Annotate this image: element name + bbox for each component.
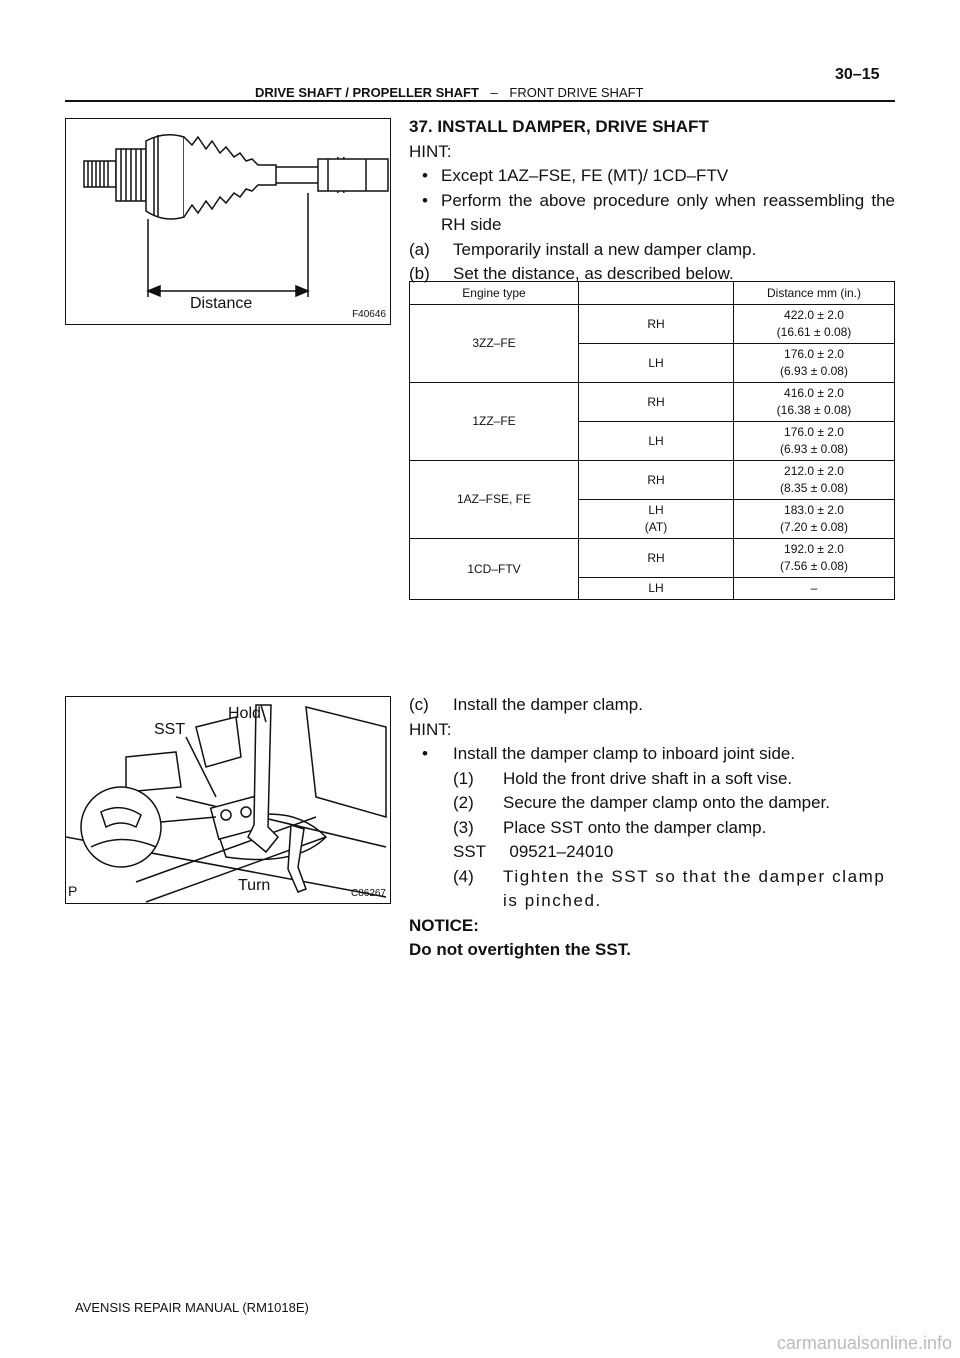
- distance-cell: [734, 422, 895, 461]
- step-mark: (2): [453, 793, 474, 812]
- drive-shaft-illustration: [66, 119, 390, 324]
- distance-mm: 212.0 ± 2.0: [784, 464, 844, 478]
- side-cell: RH: [579, 539, 734, 578]
- bullet-icon: •: [422, 166, 428, 185]
- header-separator: –: [490, 85, 498, 100]
- step-mark: (4): [453, 866, 474, 886]
- engine-cell: 1ZZ–FE: [410, 383, 579, 461]
- distance-in: (6.93 ± 0.08): [780, 442, 848, 456]
- hint-bullet: [409, 189, 895, 238]
- section-header: [255, 85, 644, 100]
- bullet-text: Except 1AZ–FSE, FE (MT)/ 1CD–FTV: [441, 166, 729, 185]
- damper-clamp-illustration: [66, 697, 390, 903]
- distance-cell: [734, 305, 895, 344]
- hint-label: HINT:: [409, 141, 452, 161]
- sst-figure: [65, 696, 391, 904]
- engine-cell: 1CD–FTV: [410, 539, 579, 600]
- distance-cell: [734, 461, 895, 500]
- step-c: [409, 693, 895, 963]
- step-37-title: 37. INSTALL DAMPER, DRIVE SHAFT: [409, 117, 709, 136]
- substep-text: Install the damper clamp.: [453, 695, 643, 714]
- p-label: P: [68, 883, 78, 899]
- numbered-step: [409, 865, 895, 914]
- side-note: (AT): [644, 520, 668, 534]
- hint-label: HINT:: [409, 719, 452, 739]
- bullet-text: Perform the above procedure only when reassembling the RH side: [441, 190, 895, 234]
- sst-label: SST: [154, 721, 186, 738]
- turn-label: Turn: [238, 877, 271, 894]
- hint-bullet: [409, 742, 895, 767]
- table-header-row: [410, 282, 895, 305]
- distance-mm: 176.0 ± 2.0: [784, 347, 844, 361]
- side-cell: RH: [579, 305, 734, 344]
- substep-text: Set the distance, as described below.: [453, 264, 734, 283]
- bullet-icon: •: [422, 744, 428, 763]
- table-row: [410, 305, 895, 344]
- section-title: DRIVE SHAFT / PROPELLER SHAFT: [255, 85, 479, 100]
- side-cell: RH: [579, 383, 734, 422]
- distance-in: (8.35 ± 0.08): [780, 481, 848, 495]
- bullet-icon: •: [422, 190, 428, 210]
- header-distance: Distance mm (in.): [734, 282, 895, 305]
- distance-in: (6.93 ± 0.08): [780, 364, 848, 378]
- side-text: LH: [648, 503, 664, 517]
- distance-label: Distance: [186, 295, 256, 313]
- substep-mark: (a): [409, 239, 430, 259]
- numbered-step: [409, 791, 895, 816]
- table-row: [410, 461, 895, 500]
- step-text: Place SST onto the damper clamp.: [503, 817, 767, 837]
- manual-footer: AVENSIS REPAIR MANUAL (RM1018E): [75, 1300, 309, 1315]
- side-cell: [579, 500, 734, 539]
- distance-in: (7.20 ± 0.08): [780, 520, 848, 534]
- step-37: [409, 115, 895, 287]
- distance-mm: 422.0 ± 2.0: [784, 308, 844, 322]
- watermark: carmanualsonline.info: [776, 1333, 952, 1353]
- header-rule: [65, 100, 895, 102]
- subsection-title: FRONT DRIVE SHAFT: [509, 85, 644, 100]
- drive-shaft-figure: [65, 118, 391, 325]
- distance-spec-table: [409, 281, 895, 600]
- hint-bullet: [409, 164, 895, 189]
- header-engine-type: Engine type: [410, 282, 579, 305]
- distance-in: (16.38 ± 0.08): [776, 403, 852, 417]
- side-cell: LH: [579, 578, 734, 600]
- step-text: Tighten the SST so that the damper clamp is pinched.: [503, 866, 886, 910]
- table-row: [410, 383, 895, 422]
- notice-title: NOTICE:: [409, 915, 479, 935]
- distance-cell: [734, 383, 895, 422]
- step-mark: (1): [453, 768, 474, 788]
- substep-a: [409, 238, 895, 263]
- step-text: Secure the damper clamp onto the damper.: [503, 793, 830, 812]
- substep-c: [409, 693, 895, 718]
- distance-cell: [734, 500, 895, 539]
- notice-text: Do not overtighten the SST.: [409, 940, 631, 959]
- distance-mm: 416.0 ± 2.0: [784, 386, 844, 400]
- figure-code: C86267: [350, 888, 386, 899]
- sst-number: SST 09521–24010: [453, 842, 614, 861]
- distance-cell: [734, 539, 895, 578]
- engine-cell: 1AZ–FSE, FE: [410, 461, 579, 539]
- page-number: 30–15: [835, 66, 880, 83]
- distance-in: (16.61 ± 0.08): [776, 325, 852, 339]
- side-cell: LH: [579, 422, 734, 461]
- substep-text: Temporarily install a new damper clamp.: [453, 239, 757, 259]
- substep-mark: (b): [409, 264, 430, 283]
- figure-code: F40646: [352, 309, 386, 320]
- side-cell: LH: [579, 344, 734, 383]
- numbered-step: [409, 816, 895, 841]
- distance-cell: –: [734, 578, 895, 600]
- distance-in: (7.56 ± 0.08): [780, 559, 848, 573]
- distance-cell: [734, 344, 895, 383]
- bullet-text: Install the damper clamp to inboard joint side.: [453, 744, 796, 763]
- distance-mm: 176.0 ± 2.0: [784, 425, 844, 439]
- table-row: [410, 539, 895, 578]
- distance-mm: 183.0 ± 2.0: [784, 503, 844, 517]
- side-cell: RH: [579, 461, 734, 500]
- distance-mm: 192.0 ± 2.0: [784, 542, 844, 556]
- substep-mark: (c): [409, 695, 429, 714]
- step-text: Hold the front drive shaft in a soft vise.: [503, 768, 793, 788]
- numbered-step: [409, 767, 895, 792]
- hold-label: Hold: [228, 705, 261, 722]
- engine-cell: 3ZZ–FE: [410, 305, 579, 383]
- step-mark: (3): [453, 817, 474, 837]
- header-side: [579, 282, 734, 305]
